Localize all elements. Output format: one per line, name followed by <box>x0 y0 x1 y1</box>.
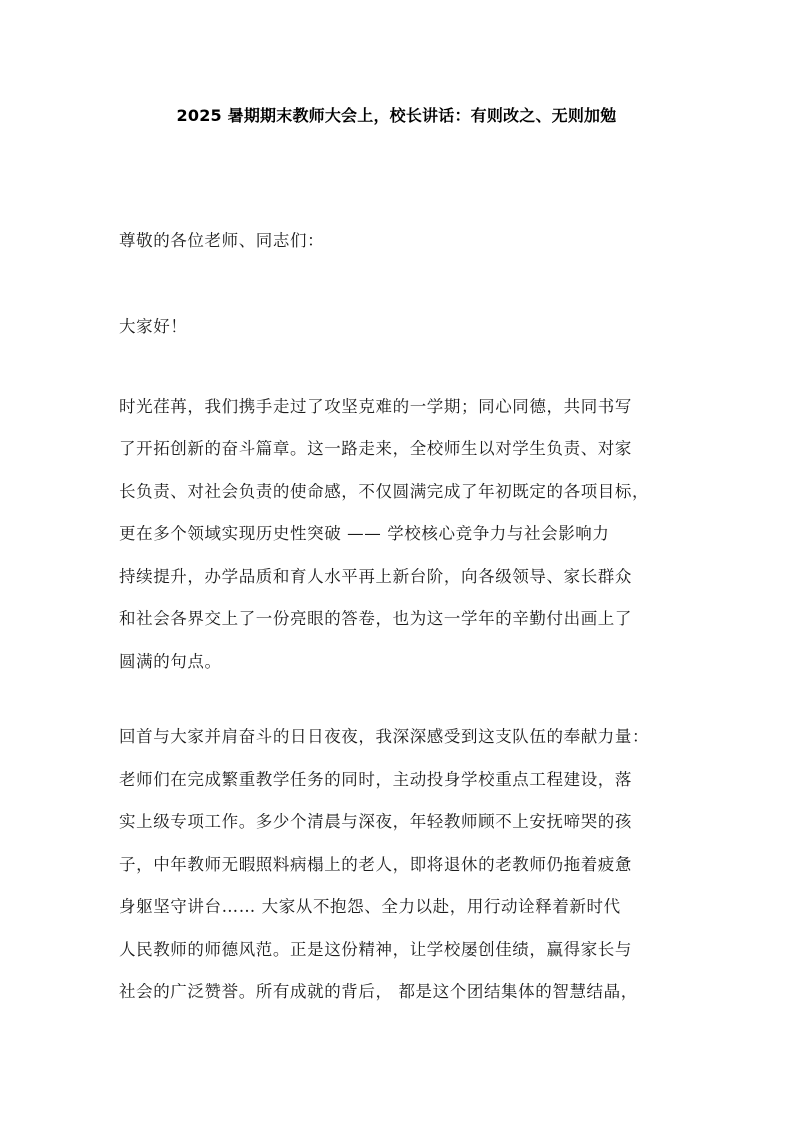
paragraph-line: 了开拓创新的奋斗篇章。这一路走来，全校师生以对学生负责、对家 <box>119 439 632 458</box>
salutation: 尊敬的各位老师、同志们： <box>119 231 325 250</box>
paragraph-line: 子，中年教师无暇照料病榻上的老人，即将退休的老教师仍拖着疲惫 <box>119 855 632 874</box>
paragraph-line: 长负责、对社会负责的使命感，不仅圆满完成了年初既定的各项目标， <box>119 482 650 501</box>
paragraph-line: 实上级专项工作。多少个清晨与深夜，年轻教师顾不上安抚啼哭的孩 <box>119 812 632 831</box>
paragraph-line: 人民教师的师德风范。正是这份精神，让学校屡创佳绩，赢得家长与 <box>119 940 632 959</box>
paragraph-line: 持续提升，办学品质和育人水平再上新台阶，向各级领导、家长群众 <box>119 567 632 586</box>
paragraph-line: 时光荏苒，我们携手走过了攻坚克难的一学期；同心同德，共同书写 <box>119 397 632 416</box>
document-title: 2025 暑期期末教师大会上，校长讲话：有则改之、无则加勉 <box>176 106 617 125</box>
paragraph-line: 身躯坚守讲台…… 大家从不抱怨、全力以赴，用行动诠释着新时代 <box>119 897 621 916</box>
paragraph-line: 和社会各界交上了一份亮眼的答卷，也为这一学年的辛勤付出画上了 <box>119 609 632 628</box>
paragraph-line: 回首与大家并肩奋斗的日日夜夜，我深深感受到这支队伍的奉献力量： <box>119 727 650 746</box>
greeting: 大家好！ <box>119 317 188 336</box>
paragraph-line: 更在多个领域实现历史性突破 —— 学校核心竞争力与社会影响力 <box>119 524 610 543</box>
paragraph-line: 老师们在完成繁重教学任务的同时，主动投身学校重点工程建设，落 <box>119 770 632 789</box>
paragraph-line: 圆满的句点。 <box>119 652 222 671</box>
paragraph-line: 社会的广泛赞誉。所有成就的背后， 都是这个团结集体的智慧结晶， <box>119 982 638 1001</box>
